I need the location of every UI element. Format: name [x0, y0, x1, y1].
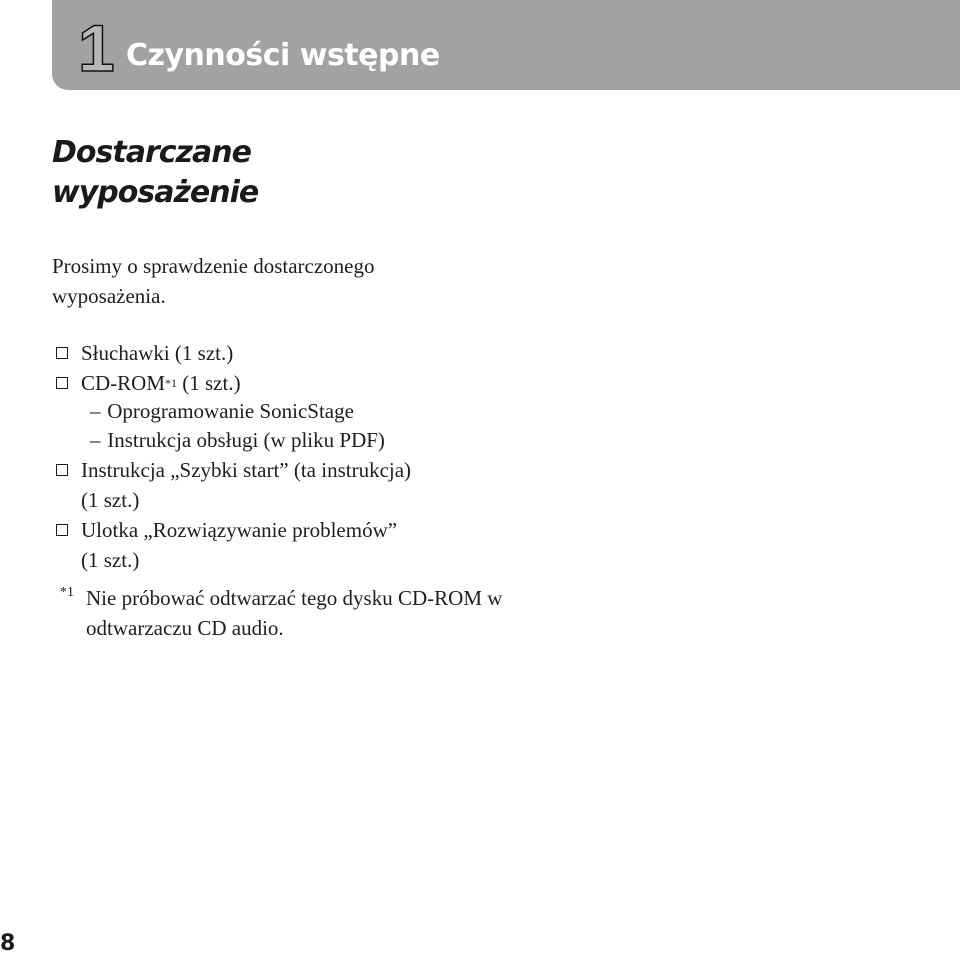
section-title — [52, 133, 258, 213]
footnote-text: Nie próbować odtwarzać tego dysku CD-ROM w odtwarzaczu CD audio. — [86, 586, 503, 640]
checkbox-icon — [56, 524, 68, 536]
checklist-item-text: Instrukcja „Szybki start” (ta instrukcja) — [81, 458, 412, 482]
sub-list-item — [90, 425, 385, 455]
cd-rom-label: CD-ROM — [81, 371, 166, 395]
checklist-item — [52, 455, 612, 515]
checkbox-icon — [56, 377, 68, 389]
chapter-header — [52, 0, 960, 90]
checklist-item-text: Słuchawki (1 szt.) — [81, 341, 234, 365]
checklist-item-text-cont: (1 szt.) — [81, 488, 140, 512]
sub-list-item-text: Instrukcja obsługi (w pliku PDF) — [107, 428, 385, 452]
cd-rom-quantity: (1 szt.) — [177, 371, 241, 395]
checklist-item-text-cont: (1 szt.) — [81, 548, 140, 572]
section-title-line1: Dostarczane — [52, 135, 251, 170]
checklist-item — [52, 368, 612, 398]
checklist-item — [52, 338, 612, 368]
sub-list-item — [90, 396, 354, 426]
checklist-item-text — [81, 368, 241, 398]
intro-paragraph: Prosimy o sprawdzenie dostarczonego wyposażenia. — [52, 254, 375, 308]
page-number: 8 — [0, 931, 16, 956]
footnote-reference: *1 — [165, 376, 178, 390]
checkbox-icon — [56, 347, 68, 359]
checklist-item-text: Ulotka „Rozwiązywanie problemów” — [81, 518, 398, 542]
chapter-title: Czynności wstępne — [126, 38, 440, 73]
chapter-number: 1 — [78, 11, 113, 85]
dash-marker: – — [90, 428, 101, 452]
footnote-mark: *1 — [60, 585, 74, 600]
dash-marker: – — [90, 399, 101, 423]
section-title-line2: wyposażenie — [52, 175, 259, 210]
checkbox-icon — [56, 464, 68, 476]
checklist-item — [52, 515, 612, 575]
sub-list-item-text: Oprogramowanie SonicStage — [107, 399, 354, 423]
